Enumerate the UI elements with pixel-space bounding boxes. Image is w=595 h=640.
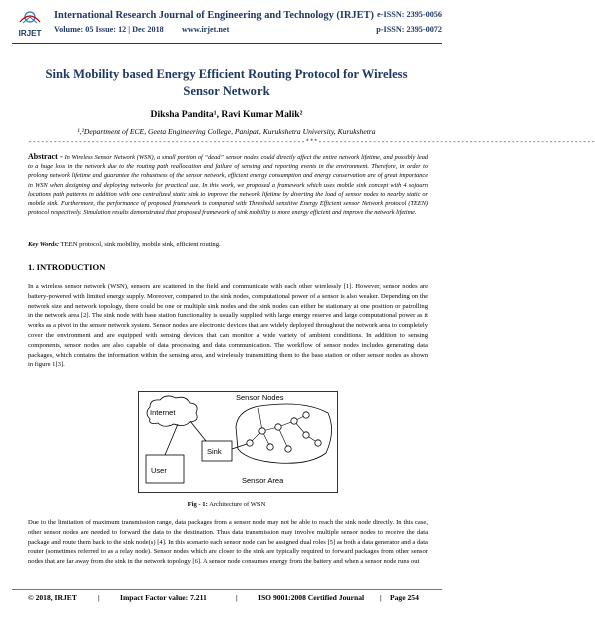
sensor-node-icon xyxy=(315,440,321,446)
header-rule xyxy=(12,43,442,44)
sensor-node-icon xyxy=(291,418,297,424)
irjet-logo-icon xyxy=(14,8,46,42)
sensor-node-icon xyxy=(303,412,309,418)
footer-separator: | xyxy=(380,593,382,602)
paper-affiliation: ¹,²Department of ECE, Geeta Engineering College, Panipat, Kurukshetra University, Kurukshetra xyxy=(77,127,376,136)
sensor-node-icon xyxy=(285,446,291,452)
svg-text:IRJET: IRJET xyxy=(18,29,42,38)
sensor-node-icon xyxy=(275,424,281,430)
sensor-node-icon xyxy=(247,440,253,446)
website-link[interactable]: www.irjet.net xyxy=(182,25,230,34)
footer-impact-factor: Impact Factor value: 7.211 xyxy=(120,593,207,602)
keywords-text: TEEN protocol, sink mobility, mobile sink, efficient routing. xyxy=(60,241,221,248)
footer-copyright: © 2018, IRJET xyxy=(28,593,77,602)
figure-caption-label: Fig - 1: xyxy=(187,501,208,508)
wsn-architecture-figure xyxy=(138,391,338,493)
sensor-node-icon xyxy=(267,444,273,450)
footer-separator: | xyxy=(236,593,238,602)
abstract xyxy=(28,152,428,217)
internet-label: Internet xyxy=(150,408,176,417)
journal-title: International Research Journal of Engineering and Technology (IRJET) xyxy=(54,10,374,21)
journal-header xyxy=(12,6,442,64)
paper-title: Sink Mobility based Energy Efficient Routing Protocol for Wireless Sensor Network xyxy=(45,67,408,98)
intro-paragraph-1: In a wireless sensor network (WSN), sensors are scattered in the field and communicate with each other wirelessly [1]. However, sensor nodes are battery-powered with limited energy supply. Moreover, compared to the sink nodes, computational power of a sensor is also weaker. Depending on the network size and network topology, there could be one or multiple sink nodes and the sink nodes can either be stationary at one position or patrolling in the network area [2]. The sink node with base station functionality is usually supplied with large energy reserve and large computational power as it works as a pivot in the sensor network system. Sensor nodes are electronic devices that are widely deployed throughout the network area to completely cover the environment and are equipped with sensing devices that can monitor a wide variety of ambient conditions. In addition to sensing components, sensor nodes are also capable of data processing and data communication. The workflow of sensor nodes includes generating data packages, which contains the information within the sensing area, and wirelessly transmitting them to the base station or other sensor nodes as shown in figure 1[3]. xyxy=(28,283,428,369)
sensor-node-icon xyxy=(303,432,309,438)
keywords-label: Key Words: xyxy=(28,241,60,248)
sensor-nodes-label: Sensor Nodes xyxy=(236,393,284,402)
sensor-area-label: Sensor Area xyxy=(242,476,284,485)
footer-iso: ISO 9001:2008 Certified Journal xyxy=(258,593,365,602)
sink-label: Sink xyxy=(207,447,222,456)
paper-authors: Diksha Pandita¹, Ravi Kumar Malik² xyxy=(150,109,303,120)
footer-rule xyxy=(12,589,442,590)
keywords xyxy=(28,241,221,248)
figure-caption-text: Architecture of WSN xyxy=(209,501,266,508)
eissn: e-ISSN: 2395-0056 xyxy=(377,10,442,19)
figure-caption xyxy=(0,501,453,508)
pissn: p-ISSN: 2395-0072 xyxy=(376,25,442,34)
abstract-text: In Wireless Sensor Network (WSN), a small portion of “dead” sensor nodes could directly affect the entire network lifetime, and possibly lead to a huge loss in the network due to the routing path reallocation and failure of sensing and reporting events in the environment. Therefore, in order to prolong network lifetime and guarantee the robustness of the sensor network, efficient energy consumption and energy conservation are of great importance in WSN when designing and deploying networks for practical use. In this work, we proposed a framework which uses mobile sink concept with 4 sojourn locations path patterns in addition with one centralized static sink to improve the network lifetime by diverting the load of sensor nodes to nearby static or mobile sink. Furthermore, the performance of proposed framework is compared with Threshold sensitive Energy Efficient sensor Network protocol (TEEN) protocol respectively. Simulation results demonstrated that proposed framework of sink mobility is more energy efficient and improve the network lifetime. xyxy=(28,154,429,217)
footer-page-number: Page 254 xyxy=(390,593,419,602)
sensor-node-icon xyxy=(259,428,265,434)
volume-line xyxy=(54,25,230,34)
section-heading-introduction: 1. INTRODUCTION xyxy=(28,262,106,272)
separator-line: ------------------------------------------------------------------***------------------------------------------------------------------ xyxy=(28,139,595,147)
footer-separator: | xyxy=(98,593,100,602)
user-label: User xyxy=(151,466,167,475)
intro-paragraph-2: Due to the limitation of maximum transmission range, data packages from a sensor node may not be able to reach the sink node directly. In this case, other sensor nodes are needed to forward the data to the destination. Thus data transmission may involve multiple sensor nodes to receive the data package and route them back to the sink node(s) [4]. In this scenario each sensor node can be assigned dual roles [5] as both a data generator and a data router (sometimes referred to as a relay node). Sensor nodes which are closer to the sink are typically required to forward packages from other sensor nodes that are far away from the sink in the network topology [6]. A sensor node consumes energy from the battery and when a sensor node runs out xyxy=(28,519,428,566)
abstract-label: Abstract - xyxy=(28,152,63,161)
volume-issue: Volume: 05 Issue: 12 | Dec 2018 xyxy=(54,25,164,34)
